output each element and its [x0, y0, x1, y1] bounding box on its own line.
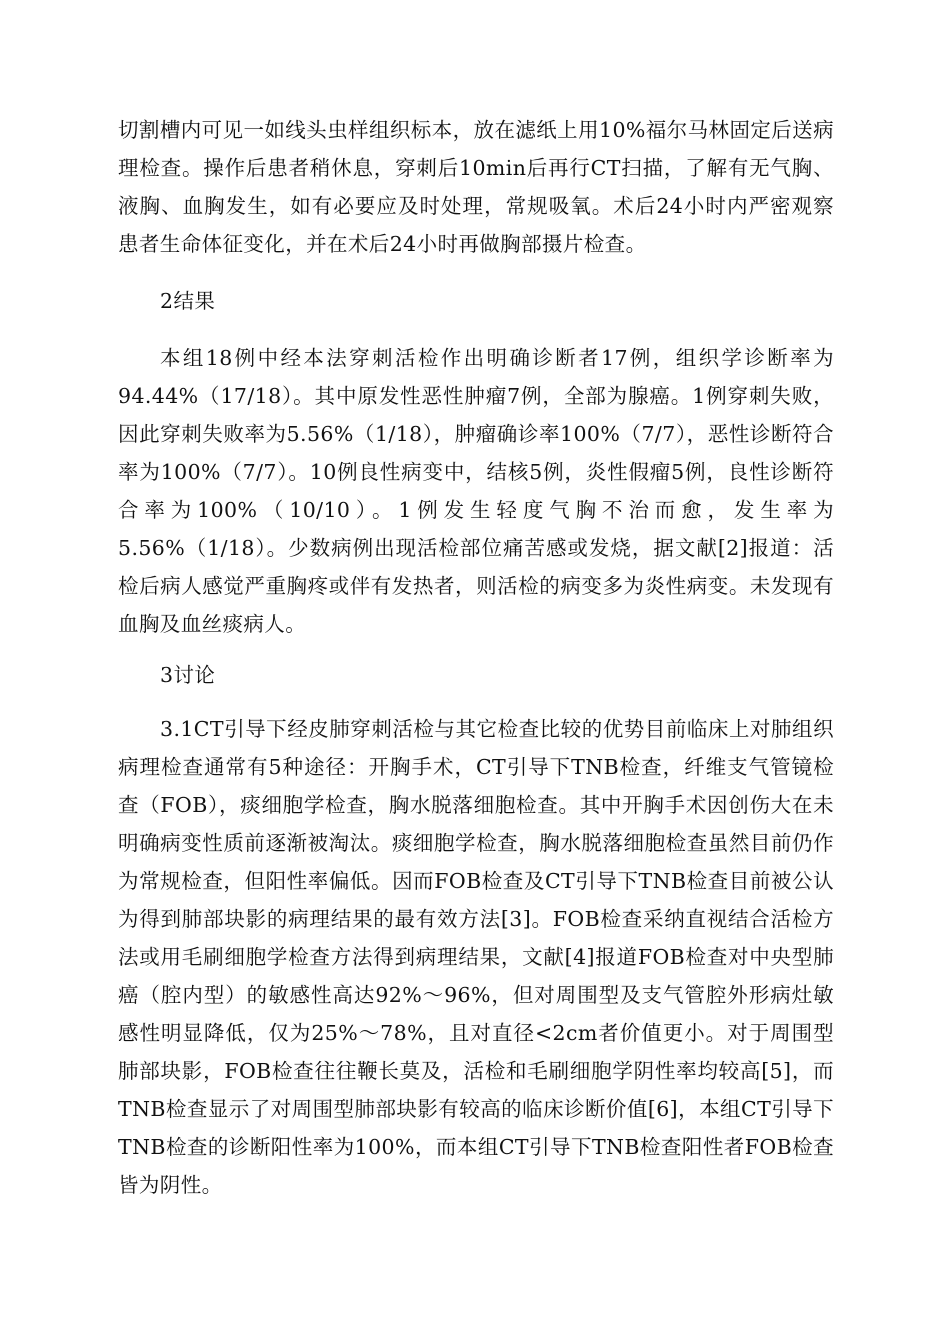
paragraph-procedure-intro: 切割槽内可见一如线头虫样组织标本，放在滤纸上用10%福尔马林固定后送病理检查。操作后患者稍休息，穿刺后10min后再行CT扫描，了解有无气胸、液胸、血胸发生，如有必要应及时处理，常规吸氧。术后24小时内严密观察患者生命体征变化，并在术后24小时再做胸部摄片检查。 [118, 118, 834, 256]
paragraph-discussion: 3.1CT引导下经皮肺穿刺活检与其它检查比较的优势目前临床上对肺组织病理检查通常有5种途径：开胸手术，CT引导下TNB检查，纤维支气管镜检查（FOB），痰细胞学检查，胸水脱落细胞检查。其中开胸手术因创伤大在未明确病变性质前逐渐被淘汰。痰细胞学检查，胸水脱落细胞检查虽然目前仍作为常规检查，但阳性率偏低。因而FOB检查及CT引导下TNB检查目前被公认为得到肺部块影的病理结果的最有效方法[3]。FOB检查采纳直视结合活检方法或用毛刷细胞学检查方法得到病理结果，文献[4]报道FOB检查对中央型肺癌（腔内型）的敏感性高达92%～96%，但对周围型及支气管腔外形病灶敏感性明显降低，仅为25%～78%，且对直径<2cm者价值更小。对于周围型肺部块影，FOB检查往往鞭长莫及，活检和毛刷细胞学阴性率均较高[5]，而TNB检查显示了对周围型肺部块影有较高的临床诊断价值[6]，本组CT引导下TNB检查的诊断阳性率为100%，而本组CT引导下TNB检查阳性者FOB检查皆为阴性。 [118, 717, 835, 1197]
section-heading-discussion: 3讨论 [160, 663, 216, 687]
section-heading-results: 2结果 [160, 289, 216, 313]
paragraph-results: 本组18例中经本法穿刺活检作出明确诊断者17例，组织学诊断率为94.44%（17/18）。其中原发性恶性肿瘤7例，全部为腺癌。1例穿刺失败，因此穿刺失败率为5.56%（1/18），肿瘤确诊率100%（7/7），恶性诊断符合率为100%（7/7）。10例良性病变中，结核5例，炎性假瘤5例，良性诊断符合率为100%（10/10）。1例发生轻度气胸不治而愈，发生率为5.56%（1/18）。少数病例出现活检部位痛苦感或发烧，据文献[2]报道：活检后病人感觉严重胸疼或伴有发热者，则活检的病变多为炎性病变。未发现有血胸及血丝痰病人。 [118, 346, 834, 636]
